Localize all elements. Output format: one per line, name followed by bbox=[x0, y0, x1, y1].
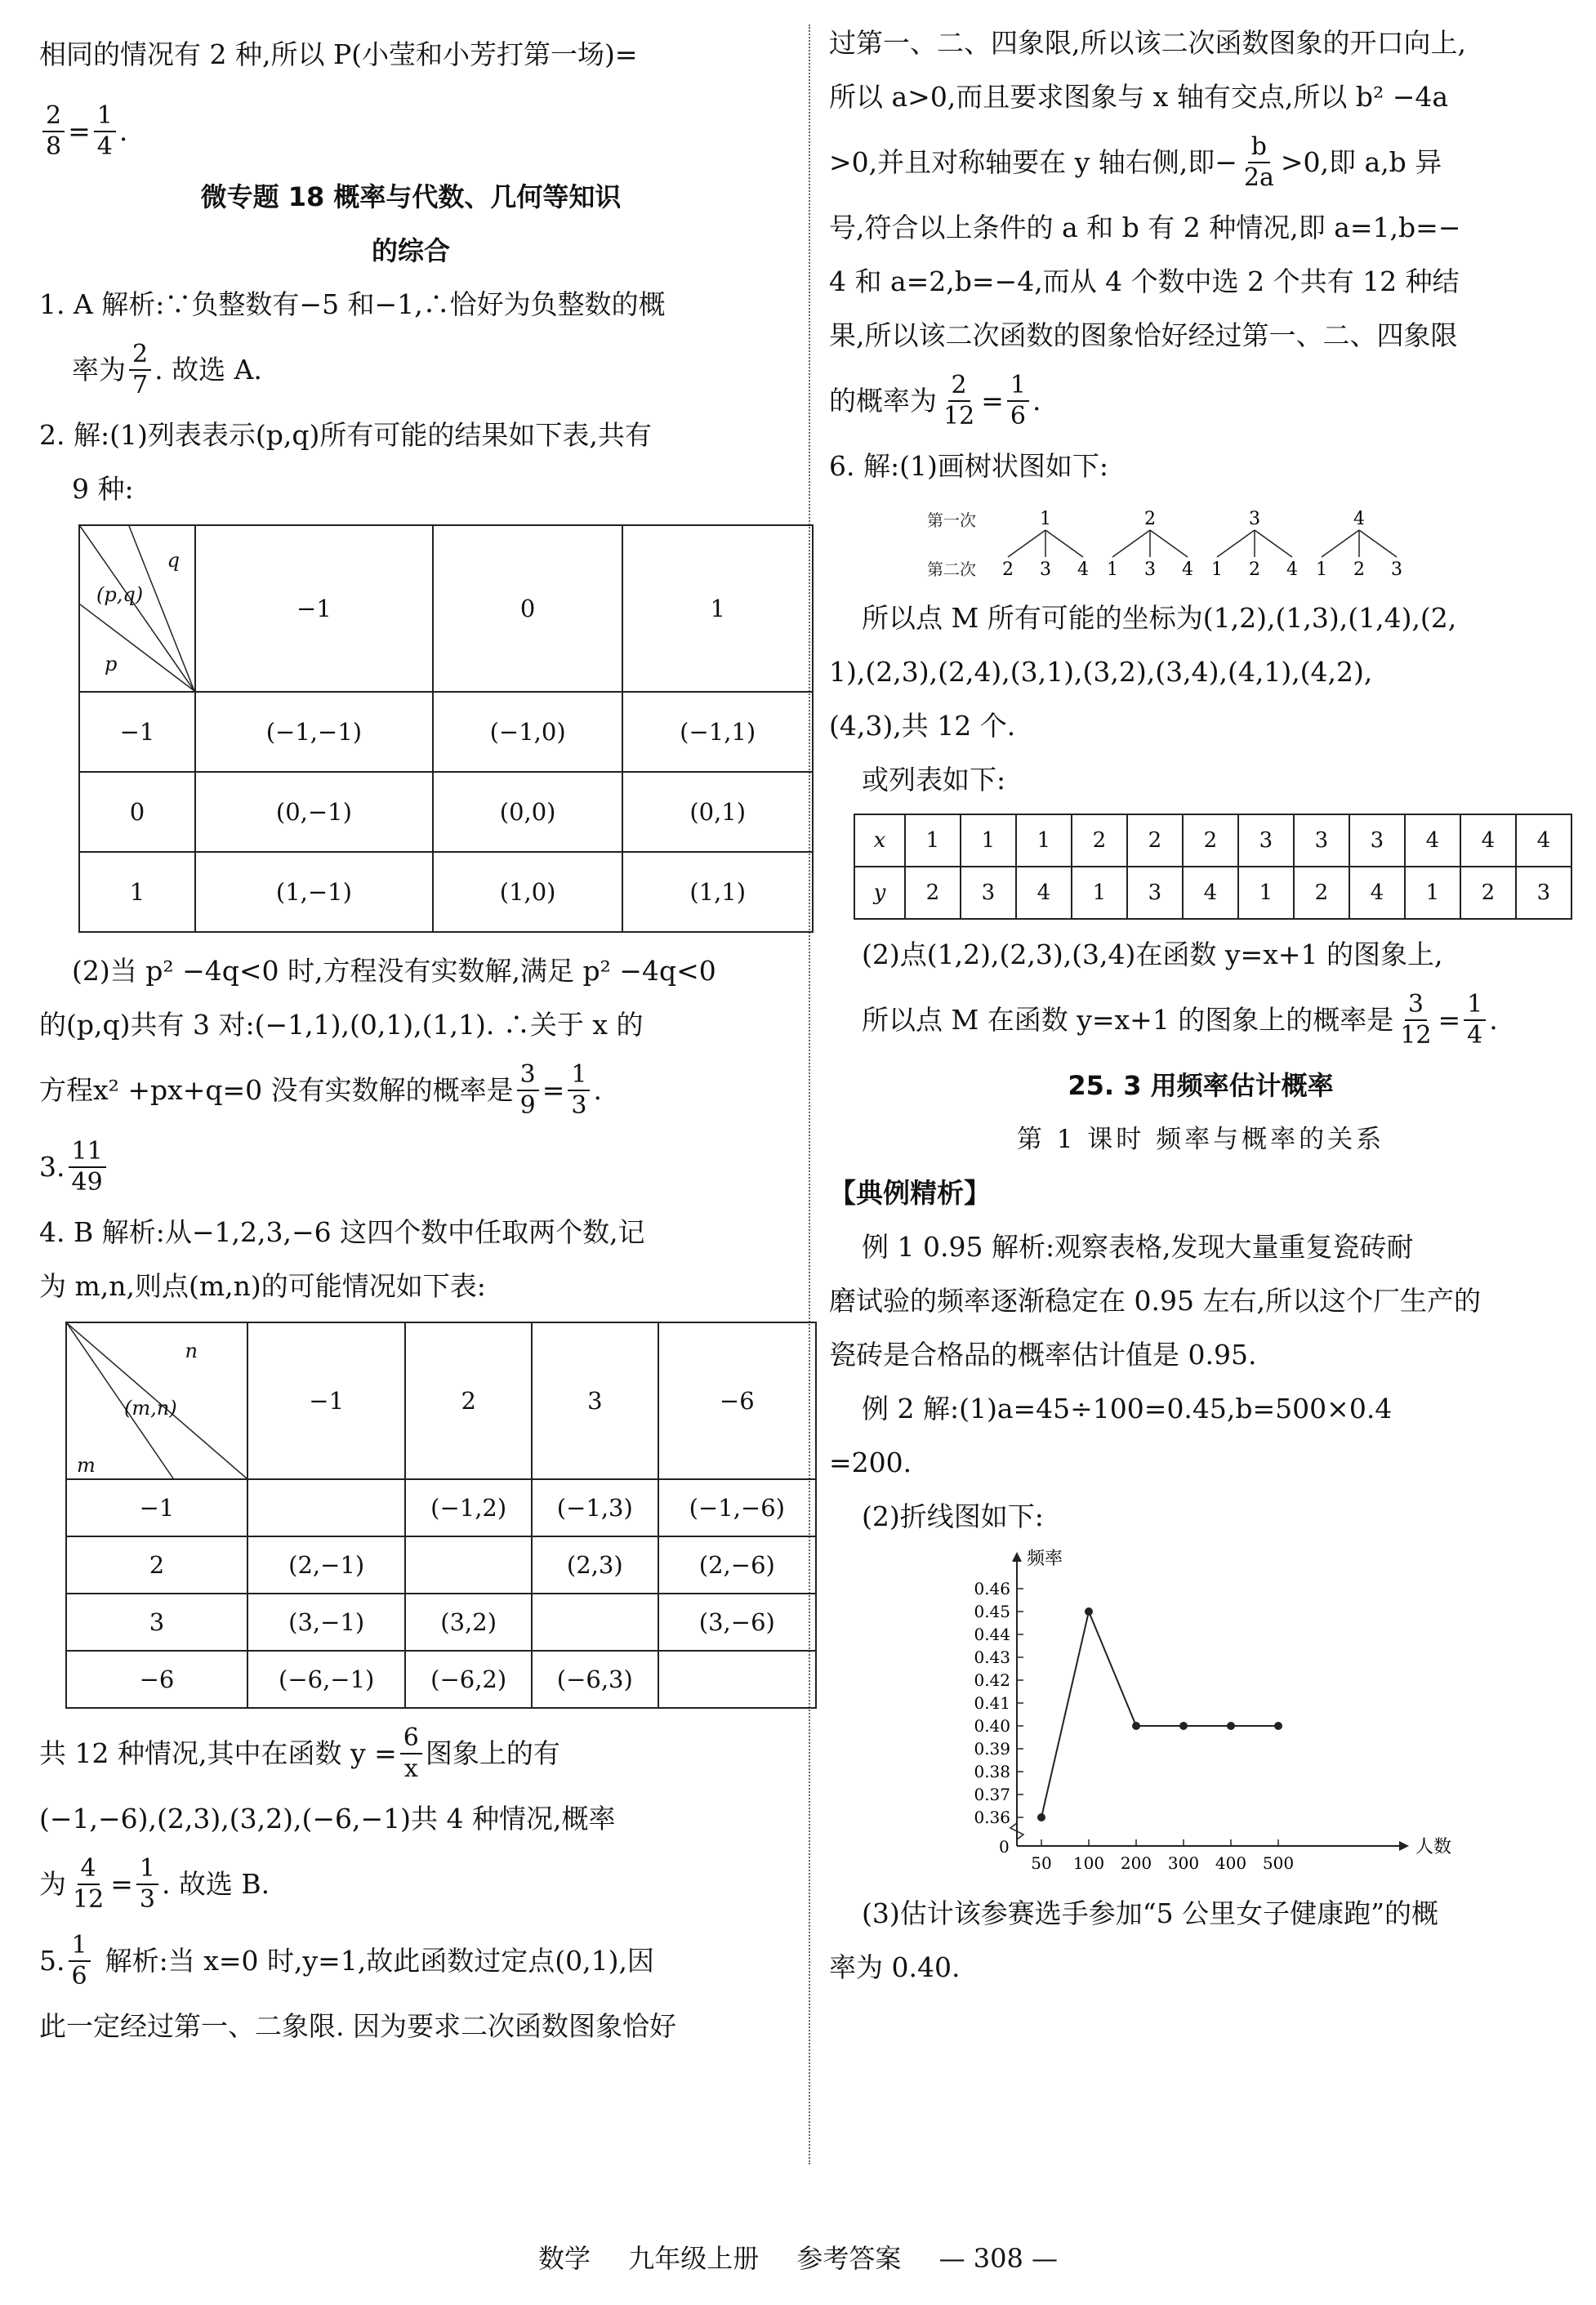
q2-line: 的(p,q)共有 3 对:(−1,1),(0,1),(1,1). ∴关于 x 的 bbox=[39, 1009, 644, 1041]
ex2-line: =200. bbox=[829, 1447, 912, 1478]
q6-line: 6. 解:(1)画树状图如下: bbox=[829, 450, 1108, 482]
footer-grade: 九年级上册 bbox=[628, 2243, 760, 2274]
chart-svg bbox=[829, 1544, 1564, 1887]
x-tick-label: 200 bbox=[1120, 1853, 1152, 1873]
table-row: 3 (3,−1) (3,2) (3,−6) bbox=[66, 1594, 816, 1651]
table-cell: 3 bbox=[1349, 814, 1405, 867]
ex2-line: (2)折线图如下: bbox=[862, 1500, 1044, 1532]
ex1-line: 磨试验的频率逐渐稳定在 0.95 左右,所以这个厂生产的 bbox=[829, 1285, 1481, 1317]
table-cell: 3 bbox=[1516, 867, 1571, 919]
tree-branch bbox=[1217, 530, 1255, 557]
q5-line: 所以 a>0,而且要求图象与 x 轴有交点,所以 b² −4a bbox=[829, 81, 1449, 113]
table-corner-cell: q (p,q) p bbox=[79, 525, 195, 692]
q5-line: 过第一、二、四象限,所以该二次函数图象的开口向上, bbox=[829, 27, 1466, 59]
x-tick-label: 100 bbox=[1072, 1853, 1105, 1873]
section-subtitle: 第 1 课时 频率与概率的关系 bbox=[1016, 1125, 1385, 1154]
tree-node: 3 bbox=[1040, 560, 1051, 580]
table-cell: 1 bbox=[1072, 867, 1127, 919]
table-corner-cell: n (m,n) m bbox=[66, 1322, 247, 1479]
table-cell: 4 bbox=[1405, 814, 1460, 867]
y-tick-label: 0.38 bbox=[974, 1762, 1010, 1781]
q1-line: 率为 $\frac{2}{7}$ . 故选 A. bbox=[72, 340, 262, 399]
fraction: $\frac{2}{12}$ bbox=[943, 371, 975, 430]
text-line: $\frac{2}{8}$ = $\frac{1}{4}$ . bbox=[39, 93, 782, 170]
q5-line: 号,符合以上条件的 a 和 b 有 2 种情况,即 a=1,b=− bbox=[829, 212, 1461, 243]
q4-line: 共 12 种情况,其中在函数 y = $\frac{6}{x}$ 图象上的有 bbox=[39, 1723, 560, 1783]
tree-svg bbox=[927, 493, 1548, 591]
y-tick-label: 0.46 bbox=[974, 1579, 1010, 1598]
pq-table bbox=[78, 524, 814, 933]
q6-line: 所以点 M 所有可能的坐标为(1,2),(1,3),(1,4),(2, bbox=[862, 602, 1457, 634]
q6-line: (2)点(1,2),(2,3),(3,4)在函数 y=x+1 的图象上, bbox=[862, 938, 1443, 970]
footer-subject: 数学 bbox=[538, 2243, 591, 2274]
table-cell: 3 bbox=[961, 867, 1016, 919]
tree-node: 4 bbox=[1182, 560, 1193, 580]
data-point bbox=[1274, 1722, 1282, 1730]
fraction: $\frac{1}{3}$ bbox=[136, 1854, 158, 1915]
tree-level-label: 第二次 bbox=[927, 560, 976, 579]
data-point bbox=[1227, 1722, 1235, 1730]
page-footer bbox=[0, 2238, 1596, 2276]
x-tick-label: 500 bbox=[1262, 1853, 1295, 1873]
q3-line: 3. $\frac{11}{49}$ bbox=[39, 1129, 782, 1206]
q6-line: 或列表如下: bbox=[862, 764, 1006, 796]
y-tick-label: 0.41 bbox=[974, 1693, 1010, 1713]
q6-line: (4,3),共 12 个. bbox=[829, 710, 1016, 742]
section-title-cont: 的综合 bbox=[371, 235, 450, 266]
table-cell: 4 bbox=[1349, 867, 1405, 919]
fraction: $\frac{11}{49}$ bbox=[69, 1137, 106, 1197]
tree-node: 2 bbox=[1353, 560, 1365, 580]
table-row: 0 (0,−1) (0,0) (0,1) bbox=[79, 772, 813, 852]
table-cell: 4 bbox=[1460, 814, 1516, 867]
data-point bbox=[1037, 1813, 1045, 1821]
ex2-line: 率为 0.40. bbox=[829, 1951, 961, 1983]
table-row: −1 (−1,−1) (−1,0) (−1,1) bbox=[79, 692, 813, 772]
x-axis-arrow bbox=[1399, 1841, 1409, 1851]
tree-node: 2 bbox=[1144, 509, 1156, 529]
tree-branch bbox=[1322, 530, 1359, 557]
y-tick-label: 0.45 bbox=[974, 1602, 1010, 1621]
table-header: 1 bbox=[622, 525, 813, 692]
tree-branch bbox=[1359, 530, 1397, 557]
q5-line: 的概率为 $\frac{2}{12}$ = $\frac{1}{6}$ . bbox=[829, 371, 1041, 430]
q2-line: (2)当 p² −4q<0 时,方程没有实数解,满足 p² −4q<0 bbox=[72, 955, 716, 987]
ex2-line: (3)估计该参赛选手参加“5 公里女子健康跑”的概 bbox=[862, 1897, 1438, 1929]
table-row: x 1 1 1 2 2 2 3 3 3 4 4 4 bbox=[854, 814, 1571, 867]
tree-node: 3 bbox=[1249, 509, 1260, 529]
q6-line: 所以点 M 在函数 y=x+1 的图象上的概率是 $\frac{3}{12}$ = $\frac{1}{4}$ . bbox=[862, 990, 1498, 1050]
table-header: −6 bbox=[658, 1322, 816, 1479]
fraction: $\frac{1}{4}$ bbox=[94, 101, 116, 162]
section-title: 微专题 18 概率与代数、几何等知识 bbox=[200, 181, 622, 212]
ex1-line: 瓷砖是合格品的概率估计值是 0.95. bbox=[829, 1339, 1257, 1371]
q5-line: 此一定经过第一、二象限. 因为要求二次函数图象恰好 bbox=[39, 2010, 676, 2042]
q5-line: >0,并且对称轴要在 y 轴右侧,即− $\frac{b}{2a}$ >0,即 a,b 异 bbox=[829, 132, 1442, 192]
table-cell: 2 bbox=[1072, 814, 1127, 867]
origin-label: 0 bbox=[999, 1837, 1010, 1857]
tree-branch bbox=[1045, 530, 1083, 557]
table-cell: 3 bbox=[1294, 814, 1349, 867]
q5-line: 5. $\frac{1}{6}$ 解析:当 x=0 时,y=1,故此函数过定点(0,1),因 bbox=[39, 1931, 654, 1991]
tree-node: 2 bbox=[1002, 560, 1014, 580]
tree-diagram bbox=[927, 493, 1572, 591]
y-tick-label: 0.37 bbox=[974, 1785, 1010, 1804]
tree-node: 1 bbox=[1316, 560, 1327, 580]
data-point bbox=[1132, 1722, 1140, 1730]
q6-line: 1),(2,3),(2,4),(3,1),(3,2),(3,4),(4,1),(4,2), bbox=[829, 656, 1373, 688]
table-cell: 2 bbox=[905, 867, 961, 919]
x-tick-label: 400 bbox=[1215, 1853, 1247, 1873]
q2-line: 方程x² +px+q=0 没有实数解的概率是 $\frac{3}{9}$ = $\frac{1}{3}$ . bbox=[39, 1060, 602, 1120]
section-title: 25. 3 用频率估计概率 bbox=[1068, 1070, 1334, 1101]
y-tick-label: 0.36 bbox=[974, 1808, 1010, 1827]
fraction: $\frac{4}{12}$ bbox=[73, 1854, 105, 1914]
example-header: 【典例精析】 bbox=[829, 1177, 991, 1209]
table-cell: 2 bbox=[1460, 867, 1516, 919]
data-point bbox=[1179, 1722, 1188, 1730]
tree-branch bbox=[1150, 530, 1188, 557]
footer-label: 参考答案 bbox=[796, 2243, 902, 2274]
page-number: — 308 — bbox=[938, 2243, 1058, 2274]
mn-table bbox=[65, 1322, 817, 1709]
q4-line: (−1,−6),(2,3),(3,2),(−6,−1)共 4 种情况,概率 bbox=[39, 1803, 616, 1835]
q4-line: 为 $\frac{4}{12}$ = $\frac{1}{3}$ . 故选 B. bbox=[39, 1854, 270, 1914]
series-line bbox=[1041, 1612, 1278, 1817]
fraction: $\frac{b}{2a}$ bbox=[1243, 132, 1274, 192]
table-row: y 2 3 4 1 3 4 1 2 4 1 2 3 bbox=[854, 867, 1571, 919]
q4-line: 4. B 解析:从−1,2,3,−6 这四个数中任取两个数,记 bbox=[39, 1216, 645, 1248]
fraction: $\frac{1}{3}$ bbox=[568, 1060, 590, 1121]
table-cell: 2 bbox=[1183, 814, 1238, 867]
tree-node: 1 bbox=[1107, 560, 1118, 580]
tree-branch bbox=[1255, 530, 1292, 557]
x-axis-label: 人数 bbox=[1415, 1837, 1452, 1857]
table-cell: 1 bbox=[961, 814, 1016, 867]
table-cell: 1 bbox=[1238, 867, 1294, 919]
table-cell: 4 bbox=[1516, 814, 1571, 867]
q5-line: 果,所以该二次函数的图象恰好经过第一、二、四象限 bbox=[829, 319, 1458, 351]
q5-line: 4 和 a=2,b=−4,而从 4 个数中选 2 个共有 12 种结 bbox=[829, 265, 1460, 297]
fraction: $\frac{2}{8}$ bbox=[42, 101, 65, 162]
tree-node: 2 bbox=[1249, 560, 1260, 580]
q4-line: 为 m,n,则点(m,n)的可能情况如下表: bbox=[39, 1270, 486, 1302]
q2-line: 2. 解:(1)列表表示(p,q)所有可能的结果如下表,共有 bbox=[39, 419, 652, 451]
fraction: $\frac{2}{7}$ bbox=[129, 340, 151, 400]
table-cell: 2 bbox=[1294, 867, 1349, 919]
table-cell: 3 bbox=[1127, 867, 1183, 919]
fraction: $\frac{6}{x}$ bbox=[400, 1723, 422, 1784]
table-cell: 4 bbox=[1016, 867, 1072, 919]
table-row: −1 (−1,2) (−1,3) (−1,−6) bbox=[66, 1479, 816, 1536]
y-axis-label: 频率 bbox=[1027, 1549, 1063, 1569]
tree-node: 1 bbox=[1211, 560, 1223, 580]
y-tick-label: 0.43 bbox=[974, 1647, 1010, 1667]
table-cell: 4 bbox=[1183, 867, 1238, 919]
tree-branch bbox=[1008, 530, 1045, 557]
data-point bbox=[1085, 1607, 1093, 1616]
table-cell: 1 bbox=[1405, 867, 1460, 919]
xy-table bbox=[854, 814, 1572, 920]
y-axis-arrow bbox=[1012, 1552, 1022, 1562]
table-cell: 1 bbox=[1016, 814, 1072, 867]
q2-line: 9 种: bbox=[72, 473, 134, 505]
table-row: −6 (−6,−1) (−6,2) (−6,3) bbox=[66, 1651, 816, 1708]
x-tick-label: 300 bbox=[1167, 1853, 1200, 1873]
table-row: 1 (1,−1) (1,0) (1,1) bbox=[79, 852, 813, 932]
fraction: $\frac{3}{12}$ bbox=[1400, 990, 1432, 1050]
fraction: $\frac{1}{6}$ bbox=[1007, 371, 1029, 431]
table-header: −1 bbox=[195, 525, 433, 692]
left-column bbox=[39, 16, 785, 2053]
tree-node: 4 bbox=[1077, 560, 1089, 580]
q1-line: 1. A 解析:∵负整数有−5 和−1,∴恰好为负整数的概 bbox=[39, 288, 666, 320]
table-cell: 3 bbox=[1238, 814, 1294, 867]
fraction: $\frac{3}{9}$ bbox=[517, 1060, 539, 1121]
table-header: 0 bbox=[433, 525, 623, 692]
tree-level-label: 第一次 bbox=[927, 510, 976, 530]
y-tick-label: 0.44 bbox=[974, 1625, 1010, 1644]
text-line: 相同的情况有 2 种,所以 P(小莹和小芳打第一场)= bbox=[39, 38, 638, 70]
y-tick-label: 0.40 bbox=[974, 1716, 1010, 1736]
tree-node: 1 bbox=[1040, 509, 1051, 529]
tree-node: 4 bbox=[1286, 560, 1298, 580]
table-row: 2 (2,−1) (2,3) (2,−6) bbox=[66, 1536, 816, 1594]
fraction: $\frac{1}{4}$ bbox=[1464, 990, 1486, 1050]
right-column bbox=[829, 16, 1572, 1995]
ex2-line: 例 2 解:(1)a=45÷100=0.45,b=500×0.4 bbox=[862, 1393, 1393, 1424]
table-header: 2 bbox=[405, 1322, 532, 1479]
tree-node: 4 bbox=[1353, 509, 1365, 529]
table-cell: 2 bbox=[1127, 814, 1183, 867]
tree-branch bbox=[1112, 530, 1150, 557]
tree-node: 3 bbox=[1391, 560, 1402, 580]
fraction: $\frac{1}{6}$ bbox=[69, 1931, 91, 1991]
column-divider bbox=[809, 25, 810, 2165]
y-tick-label: 0.39 bbox=[974, 1739, 1010, 1759]
table-header: 3 bbox=[532, 1322, 658, 1479]
table-header: −1 bbox=[247, 1322, 405, 1479]
y-tick-label: 0.42 bbox=[974, 1670, 1010, 1690]
table-cell: 1 bbox=[905, 814, 961, 867]
x-tick-label: 50 bbox=[1031, 1853, 1052, 1873]
line-chart bbox=[829, 1544, 1572, 1887]
tree-node: 3 bbox=[1144, 560, 1156, 580]
ex1-line: 例 1 0.95 解析:观察表格,发现大量重复瓷砖耐 bbox=[862, 1231, 1414, 1263]
